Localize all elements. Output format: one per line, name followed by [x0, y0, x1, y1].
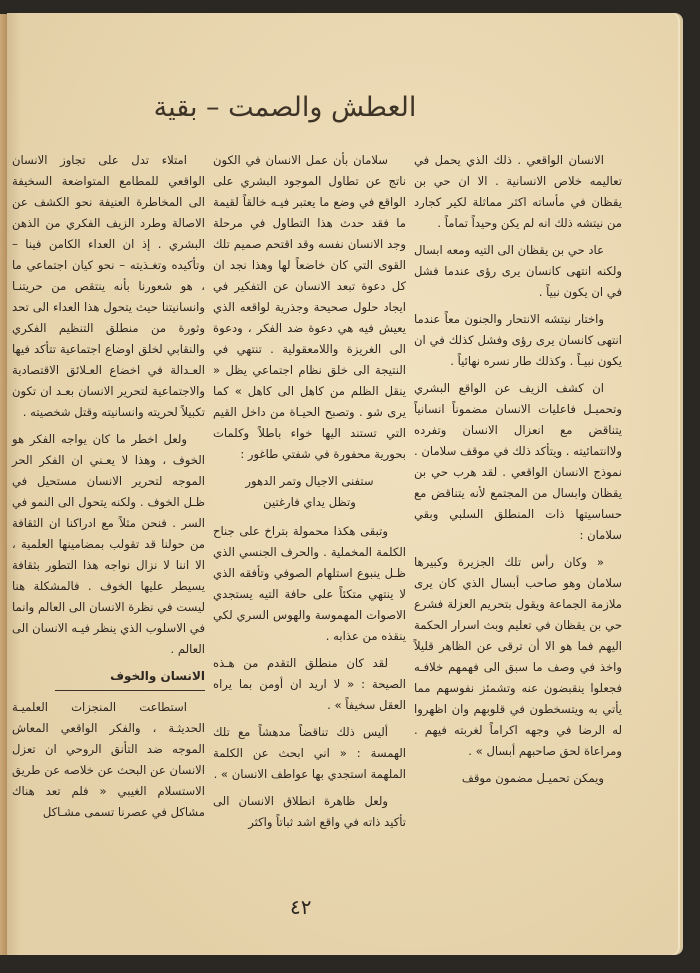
verse-line: ستفنى الاجيال وتمر الدهور [245, 474, 374, 488]
column-right [414, 150, 622, 795]
paragraph: ولعل اخطر ما كان يواجه الفكر هو الخوف ، وهذا لا يعـني ان الفكر الحر الموجه لتحرير الانسان مستحيل في ظـل الخوف . ولكنه يتحول الى النمو في السر . فنحن مثلاً مع ادراكنا ان الثقافة من حولنا قد تقولب بمضامينها العلمية ، الا اننا لا نزال نواجه هذا التطور بثقافة يسيطر عليها الخوف . فالمشكلة هنا ليست في نظرة الانسان الى العالم وانما في الاسلوب الذي ينظر فيـه الانسان الى العالم . [12, 432, 205, 656]
poem-verse [213, 471, 406, 513]
paragraph: سلامان بأن عمل الانسان في الكون ناتج عن تطاول الموجود البشري على الواقع في وضع ما يعتبر فيـه خالقاً لقيمة ما فقد حدث هذا التطاول في مرحلة وجد الانسان نفسه وقد اقتحم صميم تلك القوى التي كان خاضعاً لها وهذا نجد ان كل دعوة تبعد الانسان عن التفكير في ايجاد حلول صحيحة وجذرية لواقعه الذي يعيش فيه هي دعوة ضد الفكر ، ودعوة الى الغريزة واللامعقولية . تنتهي في النتيجة الى خلق نظام اجتماعي يظل « ينقل الظلم من كاهل الى كاهل » كما يرى شو . وتصبح الحيـاة من داخل القيم التي تستند اليها خواء باطلاً وكلمات بحورية محفورة في شفتي طاغور : [213, 153, 406, 461]
paragraph: وتبقى هكذا محمولة بتراخ على جناح الكلمة المخملية . والحرف الجنسي الذي ظـل ينبوع استلهام الصوفي وتأفقه الذي لا ينتهي متكئاً على حافة التيه يستجدي الاصوات المهموسة والهوس السري لكي ينقذه من عذابه . [213, 524, 406, 643]
paragraph: لقد كان منطلق التقدم من هـذه الصيحة : « لا اريد ان أومن بما يراه العقل سخيفاً » . [213, 656, 406, 712]
paragraph: أليس ذلك تناقضاً مدهشاً مع تلك الهمسة : « اني ابحث عن الكلمة الملهمة استجدي بها عواطف الانسان » . [213, 725, 406, 781]
page-number: ٤٢ [290, 895, 312, 919]
paragraph: عاد حي بن يقظان الى التيه ومعه ابسال ولكنه انتهى كانسان يرى رؤى عندما فشل في ان يكون نبياً . [414, 243, 622, 299]
paragraph: ان كشف الزيف عن الواقع البشري وتحميـل فاعليات الانسان مضموناً انسانياً يتناقض مع انعزال الانسان وتفرده ولاانتمائيته . ويتأكد ذلك في موقف سلامان . نموذج الانسان الواقعي . لقد هرب حي بن يقظان وابسال من المجتمع لأنه يتناقض مع حساسيتها ذات المنطلق السلبي وبقي سلامان : [414, 381, 622, 542]
paragraph: واختار نيتشه الانتحار والجنون معاً عندما انتهى كانسان يرى رؤى وفشل كذلك في ان يكون نبيـاً . وكذلك طار نسره نهائياً . [414, 312, 622, 368]
section-subheading: الانسان والخوف [55, 666, 205, 691]
paragraph: « وكان رأس تلك الجزيرة وكبيرها سلامان وهو صاحب أبسال الذي كان يرى ملازمة الجماعة ويقول بتحريم العزلة فشرع حي بن يقظان في تعليم وبث اسرار الحكمة اليهم فما هو الا أن ترقى عن الظاهر قليلاً واخذ في وصف ما سبق الى فهمهم خلافـه فجعلوا ينقبضون عنه وتشمئز نفوسهم مما يأتي به ويتسخطون في قلوبهم وان اظهروا له الرضا في وجهه اكراماً لغربته فيهم . ومراعاة لحق صاحبهم أبسال » . [414, 555, 622, 758]
paragraph: ويمكن تحميـل مضمون موقف [461, 771, 604, 785]
paragraph: الانسان الواقعي . ذلك الذي يحمل في تعاليمه خلاص الانسانية . الا ان حي بن يقظان في مأساته اكثر مماثلة لكير كجارد من نيتشه ذلك انه لم يكن وحيداً تماماً . [414, 153, 622, 230]
paragraph: امتلاء تدل على تجاوز الانسان الواقعي للمطامع المتواضعة السخيفة الى المخاطرة العنيفة نحو الكشف عن الاصالة وطرد الزيف الفكري من الذهن البشري . إذ ان العداء الكامن فينا – وتأكيده وتغـذيته – نحو كيان اجتماعي ما ، هو شعورنا بأنه ينتقص من حريتنـا وانسانيتنا حيث يتحول هذا العداء الى تحد وثورة من منطلق التنظيم الفكري والنقابي لخلق اوضاع اجتماعية تتأكد فيها العـدالة في اخضاع العـلائق الاقتصادية والاجتماعية لتحرير الانسان بعـد ان تكون تكبيلاً لحريته وانسانيته وقتل شخصيته . [12, 153, 205, 419]
article-title: العطش والصمت – بقية [153, 92, 417, 123]
column-left [12, 150, 205, 829]
paragraph: ولعل ظاهرة انطلاق الانسان الى تأكيد ذاته في واقع اشد ثباتاً واكثر [213, 794, 406, 829]
verse-line: وتظل يداي فارغتين [263, 495, 356, 509]
column-middle [213, 150, 406, 839]
paragraph: استطاعت المنجزات العلميـة الحديثـة ، والفكر الواقعي المعاش الموجه ضد التأنق الروحي ان تعزل الانسان عن البحث عن خلاصه عن طريق الاستسلام الغيبي « فلم تعد هناك مشاكل في عصرنا تسمى مشـاكل [12, 700, 205, 819]
